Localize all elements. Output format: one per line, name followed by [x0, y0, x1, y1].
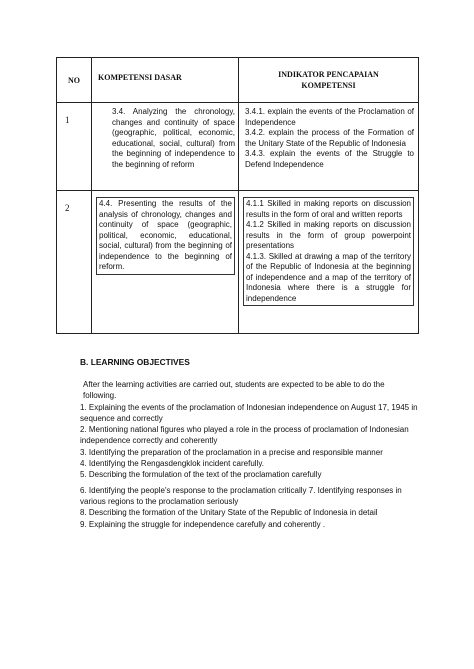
header-indikator-line1: INDIKATOR PENCAPAIAN: [278, 70, 379, 79]
kompetensi-text: 4.4. Presenting the results of the analysis of chronology, changes and continuity of space (geographic, political, economic, educational, social, cultural) from the beginning of independence to the beginning of reform.: [99, 199, 232, 271]
indikator-item: 4.1.1 Skilled in making reports on discussion results in the form of oral and written reports: [246, 199, 411, 219]
indikator-cell: [239, 191, 419, 334]
competency-table: [56, 57, 419, 334]
kompetensi-cell: [92, 191, 239, 334]
objective-item: 4. Identifying the Rengasdengklok incident carefully.: [80, 459, 264, 469]
table-row: [57, 191, 419, 334]
section-heading: B. LEARNING OBJECTIVES: [80, 357, 190, 367]
objectives-intro: After the learning activities are carried out, students are expected to be able to do the following.: [83, 380, 385, 401]
header-kompetensi-dasar: KOMPETENSI DASAR: [92, 58, 239, 103]
kompetensi-text: 3.4. Analyzing the chronology, changes and continuity of space (geographic, political, economic, educational, social, cultural) from the beginning of independence to the beginning of reform: [112, 107, 235, 169]
objective-item: 6. Identifying the people's response to the proclamation critically 7. Identifying responses in various regions to the proclamation seriously: [80, 485, 402, 506]
row-number: 2: [57, 191, 92, 334]
header-indikator-line2: KOMPETENSI: [301, 81, 356, 90]
kompetensi-box: [96, 197, 235, 275]
row-number: 1: [57, 103, 92, 191]
objective-item: 3. Identifying the preparation of the proclamation in a precise and responsible manner: [80, 447, 383, 457]
indikator-item: 4.1.3. Skilled at drawing a map of the territory of the Republic of Indonesia at the beginning of independence and a map of the territory of Indonesia where there is a struggle for independence: [246, 251, 411, 303]
table-row: [57, 103, 419, 191]
indikator-box: [243, 197, 414, 306]
objective-item: 9. Explaining the struggle for independence carefully and coherently .: [80, 519, 326, 529]
objective-item: 1. Explaining the events of the proclamation of Indonesian independence on August 17, 1945 in sequence and correctly: [80, 402, 418, 423]
indikator-item: 3.4.1. explain the events of the Proclamation of Independence: [245, 107, 414, 127]
indikator-item: 3.4.3. explain the events of the Struggle to Defend Independence: [245, 149, 414, 169]
kompetensi-cell: [92, 103, 239, 191]
indikator-item: 4.1.2 Skilled in making reports on discussion results in the form of group powerpoint presentations: [246, 220, 411, 250]
objective-item: 5. Describing the formulation of the text of the proclamation carefully: [80, 470, 322, 480]
indikator-item: 3.4.2. explain the process of the Formation of the Unitary State of the Republic of Indonesia: [245, 128, 414, 148]
learning-objectives: [80, 379, 420, 530]
objective-item: 8. Describing the formation of the Unitary State of the Republic of Indonesia in detail: [80, 508, 378, 518]
header-indikator: [239, 58, 419, 103]
objective-item: 2. Mentioning national figures who played a role in the process of proclamation of Indonesian independence correctly and coherently: [80, 425, 409, 446]
indikator-cell: [239, 103, 419, 191]
table-header-row: [57, 58, 419, 103]
header-no: NO: [57, 58, 92, 103]
